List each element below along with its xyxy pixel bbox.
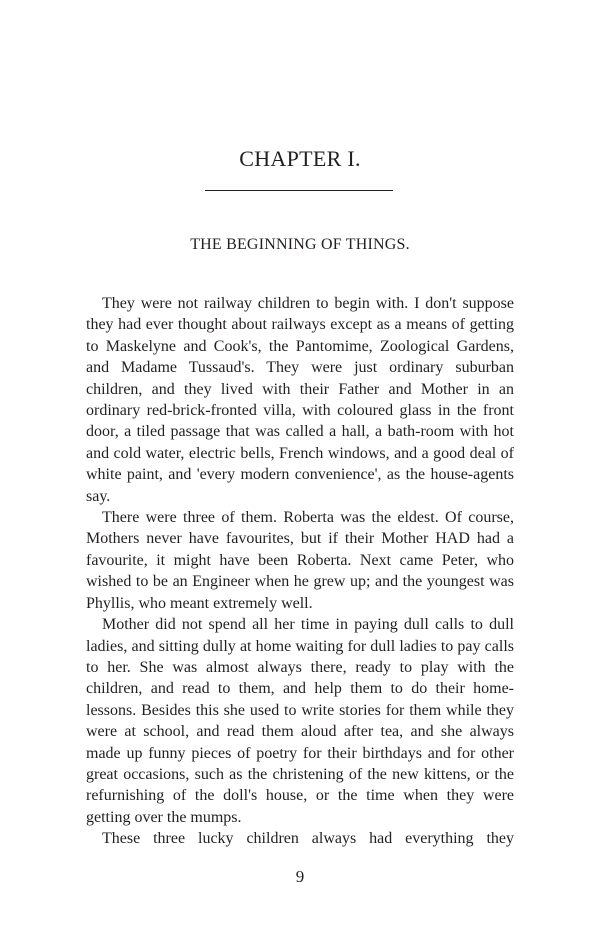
chapter-subtitle: THE BEGINNING OF THINGS. xyxy=(190,236,410,253)
paragraph-3: Mother did not spend all her time in paying dull calls to dull ladies, and sitting dully at home waiting for dull ladies to pay calls to her. She was almost always there, ready to play with the children, and read to them, and help them to do their home-lessons. Besides this she used to write stories for them while they were at school, and read them aloud after tea, and she always made up funny pieces of poetry for their birthdays and for other great occasions, such as the christening of the new kittens, or the refurnishing of the doll's house, or the time when they were getting over the mumps. xyxy=(86,616,514,826)
page-number: 9 xyxy=(295,867,305,886)
paragraph-1: They were not railway children to begin with. I don't suppose they had ever thought about railways except as a means of getting to Maskelyne and Cook's, the Pantomime, Zoological Gardens, and Madame Tussaud's. They were just ordinary suburban children, and they lived with their Father and Mother in an ordinary red-brick-fronted villa, with coloured glass in the front door, a tiled passage that was called a hall, a bath-room with hot and cold water, electric bells, French windows, and a good deal of white paint, and 'every modern convenience', as the house-agents say. xyxy=(86,295,514,505)
paragraph-2: There were three of them. Roberta was the eldest. Of course, Mothers never have favourites, but if their Mother HAD had a favourite, it might have been Roberta. Next came Peter, who wished to be an Engineer when he grew up; and the youngest was Phyllis, who meant extremely well. xyxy=(86,509,514,612)
paragraph-4: These three lucky children always had everything they xyxy=(102,830,514,848)
chapter-title: CHAPTER I. xyxy=(239,146,361,171)
title-rule-divider xyxy=(205,190,393,191)
chapter-body xyxy=(86,293,514,850)
